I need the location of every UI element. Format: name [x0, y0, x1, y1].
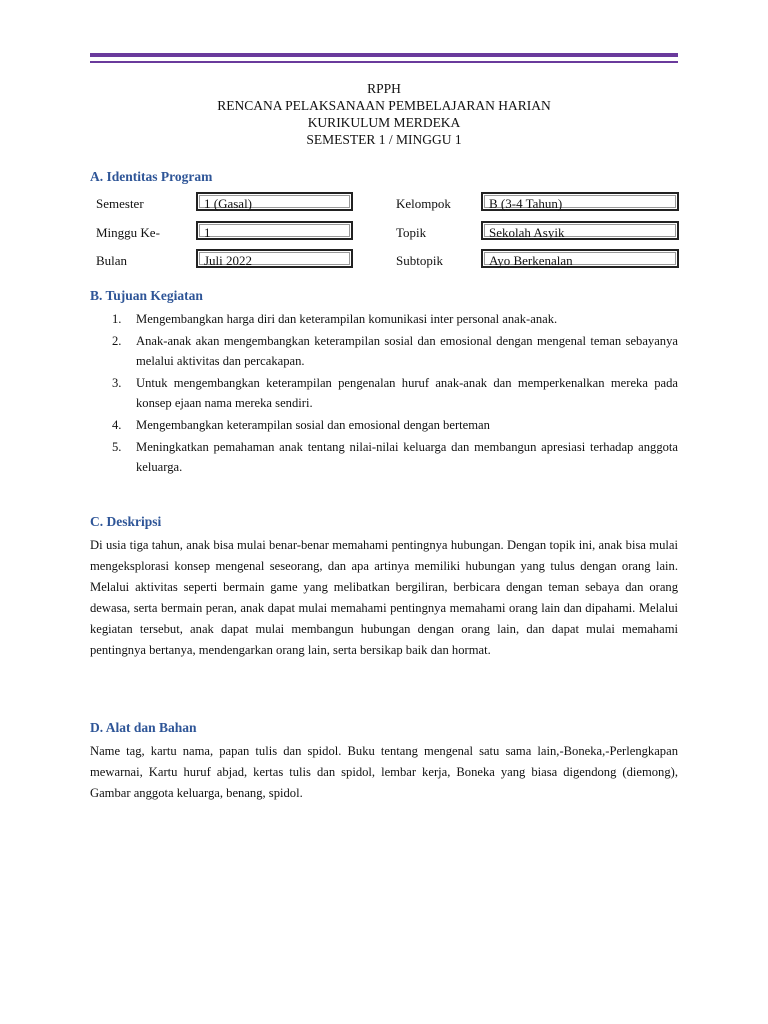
list-item [112, 309, 678, 330]
tujuan-list [112, 309, 678, 479]
alat-paragraph: Name tag, kartu nama, papan tulis dan spidol. Buku tentang mengenal satu sama lain,-Boneka,-Perlengkapan mewarnai, Kartu huruf abjad, kertas tulis dan spidol, lembar kerja, Boneka yang biasa digendong (diemong), Gambar anggota keluarga, benang, spidol. [90, 744, 678, 800]
field-minggu: 1 [196, 221, 353, 240]
section-tujuan-title: B. Tujuan Kegiatan [90, 288, 203, 303]
field-semester: 1 (Gasal) [196, 192, 353, 211]
header-rule-top [90, 53, 678, 57]
list-item [112, 437, 678, 478]
list-item [112, 331, 678, 372]
label-bulan: Bulan [96, 253, 128, 268]
header-line-3: KURIKULUM MERDEKA [307, 115, 461, 130]
field-kelompok: B (3-4 Tahun) [481, 192, 679, 211]
section-alat-title: D. Alat dan Bahan [90, 720, 197, 735]
header-line-1: RPPH [367, 81, 401, 96]
label-semester: Semester [96, 196, 144, 211]
label-minggu: Minggu Ke- [96, 225, 160, 240]
section-identitas-title: A. Identitas Program [90, 169, 213, 184]
header-line-4: SEMESTER 1 / MINGGU 1 [306, 132, 462, 147]
document-header [90, 80, 678, 148]
list-text: Anak-anak akan mengembangkan keterampilan sosial dan emosional dengan mengenal teman sebayanya melalui aktivitas dan percakapan. [136, 333, 678, 369]
list-text: Mengembangkan harga diri dan keterampilan komunikasi inter personal anak-anak. [136, 312, 558, 326]
list-text: Mengembangkan keterampilan sosial dan emosional dengan berteman [136, 417, 490, 432]
field-subtopik: Ayo Berkenalan [481, 249, 679, 268]
list-number: 5. [112, 439, 122, 454]
field-bulan: Juli 2022 [196, 249, 353, 268]
list-number: 1. [112, 312, 122, 326]
list-number: 2. [112, 333, 122, 348]
list-item [112, 373, 678, 414]
field-topik: Sekolah Asyik [481, 221, 679, 240]
deskripsi-paragraph: Di usia tiga tahun, anak bisa mulai benar-benar memahami pentingnya hubungan. Dengan topik ini, anak bisa mulai mengeksplorasi konsep mengenal seseorang, dan apa artinya memiliki hubungan yang tulus dengan orang lain. Melalui aktivitas seperti bermain game yang melibatkan bergiliran, berbicara dengan teman sebaya dan orang dewasa, serta bermain peran, anak dapat mulai memahami pentingnya memahami orang lain dan dipahami. Melalui kegiatan tersebut, anak dapat mulai membangun hubungan dengan orang lain, dan dapat mulai memahami pentingnya bertanya, mendengarkan orang lain, serta bersikap baik dan hormat. [90, 538, 678, 657]
label-subtopik: Subtopik [396, 253, 443, 268]
header-line-2: RENCANA PELAKSANAAN PEMBELAJARAN HARIAN [217, 98, 551, 113]
label-topik: Topik [396, 225, 427, 240]
list-text: Meningkatkan pemahaman anak tentang nilai-nilai keluarga dan membangun apresiasi terhadap anggota keluarga. [136, 439, 678, 475]
list-text: Untuk mengembangkan keterampilan pengenalan huruf anak-anak dan memperkenalkan mereka pada konsep ejaan nama mereka sendiri. [136, 375, 678, 411]
header-rule-bottom [90, 61, 678, 63]
list-item [112, 415, 678, 436]
section-deskripsi-title: C. Deskripsi [90, 514, 162, 529]
label-kelompok: Kelompok [396, 196, 451, 211]
list-number: 4. [112, 417, 122, 432]
list-number: 3. [112, 375, 122, 390]
